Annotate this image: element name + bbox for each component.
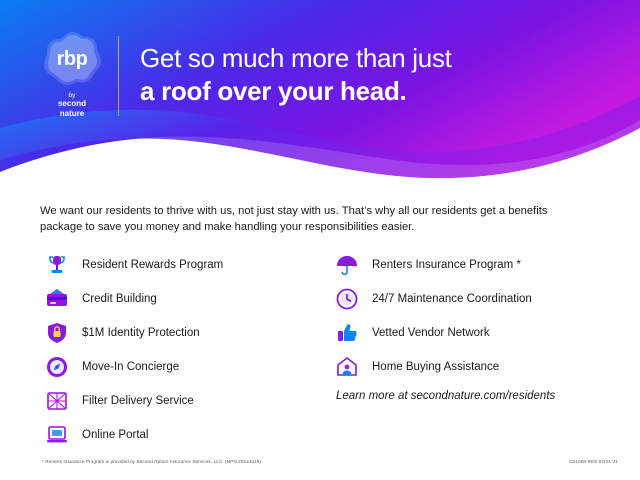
rbp-logo: [34, 30, 110, 122]
logo-mark-text: rbp: [56, 48, 88, 70]
benefit-label: Resident Rewards Program: [82, 259, 224, 271]
benefit-item: [40, 248, 320, 282]
umbrella-icon: [330, 248, 364, 282]
benefit-item: [330, 350, 620, 384]
filter-grid-icon: [40, 384, 74, 418]
trophy-icon: [40, 248, 74, 282]
benefit-item: [330, 316, 620, 350]
footnote-disclaimer: * Renters Insurance Program is provided by Second Nature Insurance Services, LLC. (NPN 20224425): [42, 459, 261, 464]
benefits-column-right: [330, 248, 620, 402]
benefit-label: Credit Building: [82, 293, 157, 305]
logo-by-text: by: [68, 92, 76, 99]
headline-line-1: Get so much more than just: [140, 43, 452, 73]
benefit-label: Home Buying Assistance: [372, 361, 500, 373]
benefit-item: [330, 282, 620, 316]
benefit-label: $1M Identity Protection: [82, 327, 200, 339]
intro-paragraph: We want our residents to thrive with us, not just stay with us. That’s why all our residents get a benefits package to save you money and make handling your responsibilities easier.: [40, 205, 548, 233]
header-divider: [118, 36, 119, 116]
learn-more-text: Learn more at secondnature.com/residents: [336, 390, 556, 402]
logo-brand-line2: nature: [59, 109, 85, 118]
benefit-item: [40, 316, 320, 350]
logo-blob-icon: [41, 30, 103, 88]
benefit-item: [40, 282, 320, 316]
benefit-label: Vetted Vendor Network: [372, 327, 490, 339]
benefit-item: [40, 384, 320, 418]
benefit-label: 24/7 Maintenance Coordination: [372, 293, 532, 305]
benefit-item: [330, 248, 620, 282]
benefit-label: Filter Delivery Service: [82, 395, 194, 407]
headline: [140, 42, 452, 108]
logo-brand-line1: second: [57, 99, 86, 108]
clock-icon: [330, 282, 364, 316]
laptop-icon: [40, 418, 74, 452]
thumbs-up-icon: [330, 316, 364, 350]
benefit-item: [40, 418, 320, 452]
header-banner: [0, 0, 640, 190]
benefit-label: Move-In Concierge: [82, 361, 180, 373]
house-person-icon: [330, 350, 364, 384]
benefit-item: [40, 350, 320, 384]
headline-line-2: a roof over your head.: [140, 76, 407, 106]
footnote-doc-code: CS1008-RES 02/24 V1: [568, 459, 618, 464]
logo-brand: [58, 92, 86, 119]
credit-card-icon: [40, 282, 74, 316]
benefit-label: Online Portal: [82, 429, 149, 441]
shield-lock-icon: [40, 316, 74, 350]
benefits-column-left: [40, 248, 320, 452]
benefit-label: Renters Insurance Program *: [372, 259, 521, 271]
compass-icon: [40, 350, 74, 384]
